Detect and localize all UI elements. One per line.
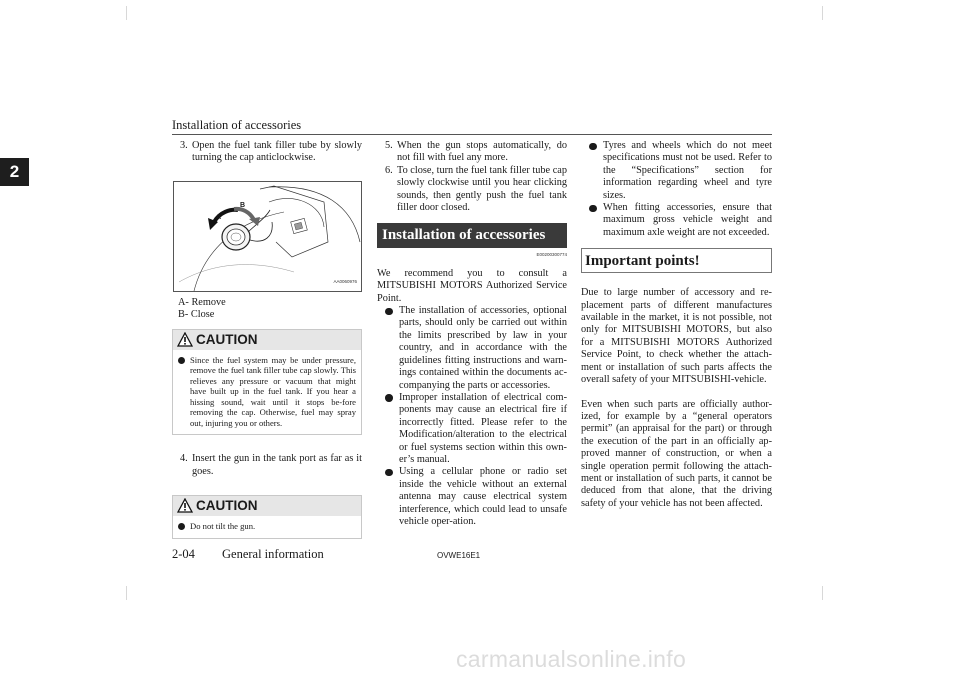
step-5 (377, 140, 567, 165)
paragraph: Due to large number of accessory and re-placement parts of different manufactures available in the market, it is not possible, not only for MITSUBISHI MOTORS, but also for a MITSUBISHI MOTORS Authorized Service Point, to check whether the attach-ment or installation of such parts affects the overall safety of your MITSUBISHI-vehicle. (581, 287, 772, 386)
bullet-icon (385, 308, 393, 316)
paragraph: Even when such parts are officially author-ized, for example by a “general operators permit” (an appraisal for the part) or through the execution of the part in an officially ap-proved manner of construction, or when a single operation permit following the attach-ment or installation of such parts, it cannot be deduced from that alone, that the driving safety of your vehicle has not been affected. (581, 398, 772, 509)
caution-body (173, 516, 361, 532)
list-item (377, 392, 567, 466)
caution-text: Since the fuel system may be under pressure, remove the fuel tank filler tube cap slowly. This relieves any pressure or vacuum that might have built up in the fuel tank. If you hear a hissing sound, wait until it stops be-fore removing the cap. Otherwise, fuel may spray out, injuring you or others. (190, 354, 356, 428)
bullet-icon (178, 357, 185, 364)
caution-header (173, 496, 361, 516)
step-text: Open the fuel tank filler tube by slowly turning the cap anticlockwise. (192, 140, 362, 164)
list-item-text: Tyres and wheels which do not meet specifications must not be used. Refer to the “Specifications” section for information regarding wheel and tyre sizes. (603, 140, 772, 201)
page-number: 2-04 (172, 547, 195, 561)
watermark: carmanualsonline.info (456, 646, 687, 672)
fuel-cap-figure (173, 181, 362, 292)
document-code: OVWE16E1 (437, 551, 481, 560)
column-middle (377, 140, 567, 528)
bullet-icon (385, 394, 393, 402)
figure-label-b: B (240, 201, 246, 209)
list-item (377, 305, 567, 392)
list-item (581, 202, 772, 239)
fuel-cap-illustration (174, 182, 361, 291)
step-number: 4. (180, 453, 188, 465)
column-left (172, 140, 362, 539)
caution-title: CAUTION (196, 331, 258, 347)
figure-code: AA0060976 (333, 279, 357, 285)
caution-box (172, 329, 362, 436)
important-title: Important points! (585, 253, 700, 270)
header-rule (172, 134, 772, 135)
intro-paragraph: We recommend you to consult a MITSUBISHI MOTORS Authorized Service Point. (377, 267, 567, 304)
step-6 (377, 165, 567, 215)
bullet-icon (178, 523, 185, 530)
figure-legend (172, 297, 362, 322)
list-item-text: Improper installation of electrical com-ponents may cause an electrical fire if incorrectly fitted. Please refer to the Modification/alteration to the electrical or fuel systems section within this own-er’s manual. (399, 391, 567, 465)
important-heading (581, 248, 772, 273)
caution-box (172, 495, 362, 539)
caution-text: Do not tilt the gun. (190, 521, 256, 532)
section-code: E00200300774 (536, 252, 567, 258)
caution-title: CAUTION (196, 498, 258, 514)
bullet-icon (589, 143, 597, 151)
crop-mark (126, 6, 127, 20)
caution-item (178, 521, 356, 532)
step-number: 5. (385, 140, 393, 151)
section-title: Installation of accessories (382, 227, 546, 244)
step-number: 3. (180, 140, 188, 151)
bullet-icon (589, 205, 597, 213)
list-item-text: Using a cellular phone or radio set inside the vehicle without an external antenna may cause electrical system interference, which could lead to unsafe vehicle oper-ation. (399, 466, 567, 527)
column-right (581, 140, 772, 510)
legend-item: B- Close (178, 309, 215, 321)
crop-mark (126, 586, 127, 600)
caution-item (178, 355, 356, 429)
list-item-text: The installation of accessories, optional parts, should only be carried out within the limits prescribed by law in your country, and in accordance with the guidelines fitting instructions and warn-ings contained within the documents ac-companying the parts or accessories. (399, 305, 567, 391)
caution-header (173, 330, 361, 350)
warning-triangle-icon (177, 498, 193, 513)
step-text: To close, turn the fuel tank filler tube cap slowly clockwise until you hear clicking sounds, then gently push the fuel tank filler door closed. (397, 164, 567, 214)
running-header-title: Installation of accessories (172, 118, 302, 132)
list-item (377, 466, 567, 528)
warning-triangle-icon (177, 332, 193, 347)
step-4 (172, 453, 362, 478)
legend-item: A- Remove (178, 296, 226, 308)
footer-title: General information (222, 547, 324, 561)
caution-body (173, 350, 361, 429)
section-heading (377, 223, 567, 248)
figure-label-a: A (216, 213, 222, 221)
step-3 (172, 140, 362, 165)
step-number: 6. (385, 164, 393, 176)
step-text: When the gun stops automatically, do not fill with fuel any more. (397, 140, 567, 164)
chapter-tab: 2 (0, 158, 29, 186)
step-text: Insert the gun in the tank port as far as it goes. (192, 453, 362, 477)
crop-mark (822, 6, 823, 20)
bullet-icon (385, 469, 393, 477)
list-item (581, 140, 772, 202)
crop-mark (822, 586, 823, 600)
list-item-text: When fitting accessories, ensure that maximum gross vehicle weight and maximum axle weight are not exceeded. (603, 202, 772, 238)
